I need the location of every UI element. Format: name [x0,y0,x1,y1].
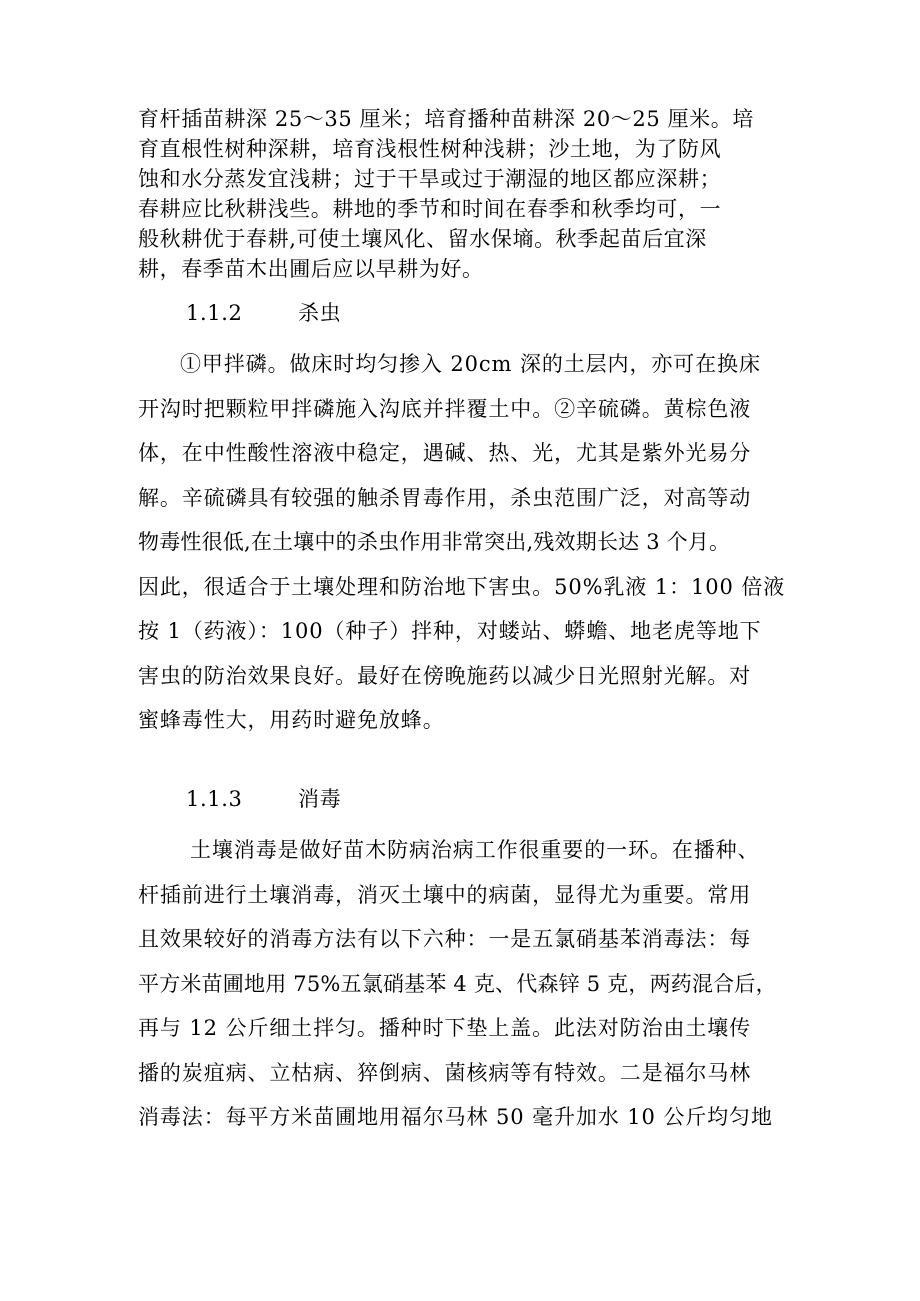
section-title: 杀虫 [298,301,342,325]
section-number: 1.1.3 [186,787,243,811]
paragraph-disinfect [138,828,798,1140]
text-line: 害虫的防治效果良好。最好在傍晚施药以减少日光照射光解。对 [138,663,752,688]
text-line: 蜜蜂毒性大，用药时避免放蜂。 [138,708,445,732]
text-line: 平方米苗圃地用 75%五氯硝基苯 4 克、代森锌 5 克，两药混合后， [138,971,777,996]
section-heading-disinfect [186,784,341,814]
text-line: 土壤消毒是做好苗木防病治病工作很重要的一环。在播种、 [190,838,760,862]
text-line: 耕，春季苗木出圃后应以早耕为好。 [138,257,484,281]
text-line: 般秋耕优于春耕,可使土壤风化、留水保墒。秋季起苗后宜深 [138,227,707,251]
text-line: 再与 12 公斤细土拌匀。播种时下垫上盖。此法对防治由土壤传 [138,1016,752,1040]
text-line: 物毒性很低,在土壤中的杀虫作用非常突出,残效期长达 3 个月。 [138,530,731,554]
text-line: 因此，很适合于土壤处理和防治地下害虫。50%乳液 1：100 倍液 [138,574,786,599]
text-line: 育直根性树种深耕，培育浅根性树种浅耕；沙土地，为了防风 [138,137,722,161]
section-heading-insect [186,298,341,328]
paragraph-tillage [138,104,798,284]
text-line: 体，在中性酸性溶液中稳定，遇碱、热、光，尤其是紫外光易分 [138,441,752,465]
text-line: 蚀和水分蒸发宜浅耕；过于干旱或过于潮湿的地区都应深耕； [138,167,722,191]
text-line: 春耕应比秋耕浅些。耕地的季节和时间在春季和秋季均可，一 [138,197,722,221]
section-title: 消毒 [298,787,342,811]
text-line: ①甲拌磷。做床时均匀掺入 20cm 深的土层内，亦可在换床 [180,352,761,376]
text-line: 解。辛硫磷具有较强的触杀胃毒作用，杀虫范围广泛，对高等动 [138,485,752,510]
paragraph-insect [138,342,798,743]
text-line: 开沟时把颗粒甲拌磷施入沟底并拌覆土中。②辛硫磷。黄棕色液 [138,396,752,421]
text-line: 育杆插苗耕深 25～35 厘米；培育播种苗耕深 20～25 厘米。培 [138,107,754,131]
text-line: 消毒法：每平方米苗圃地用福尔马林 50 毫升加水 10 公斤均匀地 [138,1105,773,1129]
text-line: 播的炭疽病、立枯病、猝倒病、菌核病等有特效。二是福尔马林 [138,1060,752,1085]
section-number: 1.1.2 [186,301,243,325]
text-line: 按 1（药液）：100（种子）拌种，对蝼站、蟒蟾、地老虎等地下 [138,619,762,643]
text-line: 杆插前进行土壤消毒，消灭土壤中的病菌，显得尤为重要。常用 [138,882,752,907]
text-line: 且效果较好的消毒方法有以下六种：一是五氯硝基苯消毒法：每 [138,927,752,951]
